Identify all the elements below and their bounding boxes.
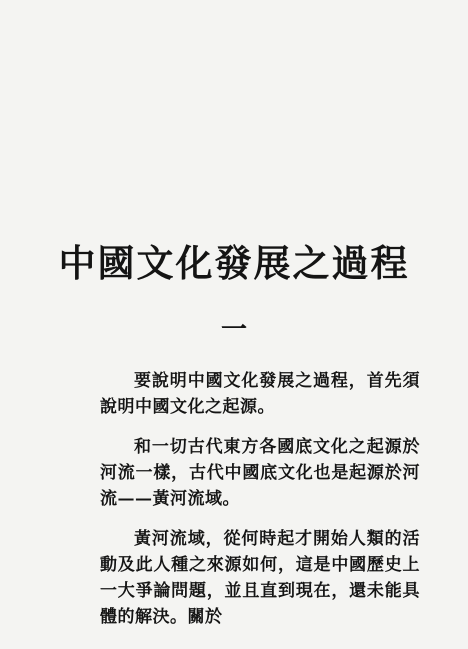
body-text <box>100 368 420 644</box>
paragraph-3: 黃河流域，從何時起才開始人類的活動及此人種之來源如何，這是中國歷史上一大爭論問題，並且直到現在，還未能具體的解決。關於 <box>100 529 420 627</box>
chapter-title: 中國文化發展之過程 <box>58 242 410 285</box>
section-number: 一 <box>220 315 247 345</box>
paragraph-2: 和一切古代東方各國底文化之起源於河流一樣，古代中國底文化也是起源於河流——黃河流域。 <box>100 437 420 509</box>
paragraph-1: 要說明中國文化發展之過程，首先須說明中國文化之起源。 <box>100 371 420 417</box>
